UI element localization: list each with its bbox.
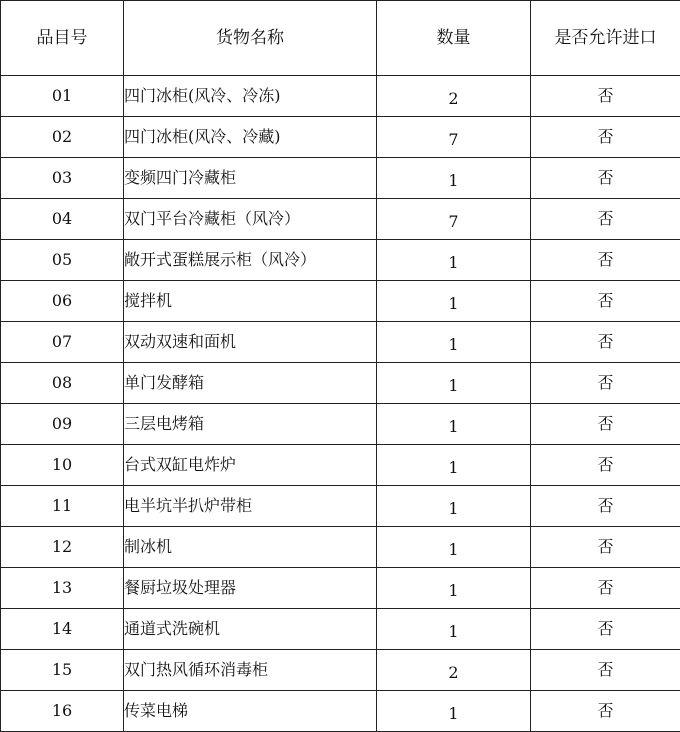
item-id-cell: 02 [1, 117, 124, 158]
table-row [1, 199, 680, 240]
quantity-value: 1 [448, 376, 458, 395]
table-row [1, 691, 680, 732]
header-quantity: 数量 [377, 1, 531, 76]
item-id-cell: 04 [1, 199, 124, 240]
quantity-value: 1 [448, 294, 458, 313]
goods-name-cell: 电半坑半扒炉带柜 [124, 486, 377, 527]
quantity-value: 1 [448, 458, 458, 477]
quantity-cell [377, 650, 531, 691]
goods-name-cell: 敞开式蛋糕展示柜（风冷） [124, 240, 377, 281]
quantity-cell [377, 199, 531, 240]
import-permitted-cell: 否 [531, 568, 680, 609]
quantity-cell [377, 363, 531, 404]
quantity-value: 7 [448, 130, 458, 149]
header-item-id: 品目号 [1, 1, 124, 76]
table-row [1, 609, 680, 650]
quantity-cell [377, 404, 531, 445]
quantity-value: 1 [448, 253, 458, 272]
quantity-value: 1 [448, 499, 458, 518]
table-row [1, 322, 680, 363]
quantity-value: 1 [448, 417, 458, 436]
item-id-cell: 15 [1, 650, 124, 691]
quantity-cell [377, 486, 531, 527]
table-row [1, 650, 680, 691]
table-row [1, 445, 680, 486]
goods-name-cell: 通道式洗碗机 [124, 609, 377, 650]
header-import-permitted: 是否允许进口 [531, 1, 680, 76]
goods-name-cell: 四门冰柜(风冷、冷冻) [124, 76, 377, 117]
goods-name-cell: 单门发酵箱 [124, 363, 377, 404]
item-id-cell: 01 [1, 76, 124, 117]
goods-name-cell: 三层电烤箱 [124, 404, 377, 445]
import-permitted-cell: 否 [531, 404, 680, 445]
item-id-cell: 08 [1, 363, 124, 404]
quantity-cell [377, 117, 531, 158]
quantity-value: 1 [448, 171, 458, 190]
item-id-cell: 11 [1, 486, 124, 527]
item-id-cell: 13 [1, 568, 124, 609]
table-row [1, 240, 680, 281]
quantity-cell [377, 445, 531, 486]
quantity-cell [377, 322, 531, 363]
table-row [1, 568, 680, 609]
header-row [1, 1, 680, 76]
table-row [1, 363, 680, 404]
item-id-cell: 03 [1, 158, 124, 199]
import-permitted-cell: 否 [531, 76, 680, 117]
quantity-cell [377, 240, 531, 281]
table-body [1, 76, 680, 732]
quantity-value: 1 [448, 335, 458, 354]
table-row [1, 486, 680, 527]
table-row [1, 404, 680, 445]
quantity-cell [377, 609, 531, 650]
table-row [1, 117, 680, 158]
quantity-cell [377, 281, 531, 322]
item-id-cell: 09 [1, 404, 124, 445]
quantity-cell [377, 76, 531, 117]
item-id-cell: 05 [1, 240, 124, 281]
import-permitted-cell: 否 [531, 363, 680, 404]
goods-name-cell: 双动双速和面机 [124, 322, 377, 363]
import-permitted-cell: 否 [531, 650, 680, 691]
goods-name-cell: 双门平台冷藏柜（风冷） [124, 199, 377, 240]
quantity-value: 1 [448, 540, 458, 559]
quantity-value: 7 [448, 212, 458, 231]
item-id-cell: 14 [1, 609, 124, 650]
import-permitted-cell: 否 [531, 609, 680, 650]
table-header [1, 1, 680, 76]
import-permitted-cell: 否 [531, 117, 680, 158]
quantity-value: 1 [448, 581, 458, 600]
quantity-value: 1 [448, 704, 458, 723]
item-id-cell: 10 [1, 445, 124, 486]
import-permitted-cell: 否 [531, 486, 680, 527]
goods-name-cell: 台式双缸电炸炉 [124, 445, 377, 486]
table-row [1, 527, 680, 568]
quantity-cell [377, 568, 531, 609]
goods-name-cell: 变频四门冷藏柜 [124, 158, 377, 199]
import-permitted-cell: 否 [531, 281, 680, 322]
quantity-cell [377, 691, 531, 732]
goods-name-cell: 四门冰柜(风冷、冷藏) [124, 117, 377, 158]
item-id-cell: 16 [1, 691, 124, 732]
import-permitted-cell: 否 [531, 322, 680, 363]
import-permitted-cell: 否 [531, 527, 680, 568]
table-row [1, 158, 680, 199]
quantity-value: 2 [448, 89, 458, 108]
quantity-value: 2 [448, 663, 458, 682]
quantity-cell [377, 527, 531, 568]
import-permitted-cell: 否 [531, 691, 680, 732]
item-id-cell: 06 [1, 281, 124, 322]
import-permitted-cell: 否 [531, 199, 680, 240]
item-id-cell: 07 [1, 322, 124, 363]
quantity-cell [377, 158, 531, 199]
table-row [1, 281, 680, 322]
item-id-cell: 12 [1, 527, 124, 568]
header-goods-name: 货物名称 [124, 1, 377, 76]
goods-name-cell: 传菜电梯 [124, 691, 377, 732]
goods-name-cell: 双门热风循环消毒柜 [124, 650, 377, 691]
quantity-value: 1 [448, 622, 458, 641]
goods-name-cell: 制冰机 [124, 527, 377, 568]
goods-name-cell: 搅拌机 [124, 281, 377, 322]
goods-name-cell: 餐厨垃圾处理器 [124, 568, 377, 609]
import-permitted-cell: 否 [531, 445, 680, 486]
import-permitted-cell: 否 [531, 158, 680, 199]
import-permitted-cell: 否 [531, 240, 680, 281]
table-row [1, 76, 680, 117]
